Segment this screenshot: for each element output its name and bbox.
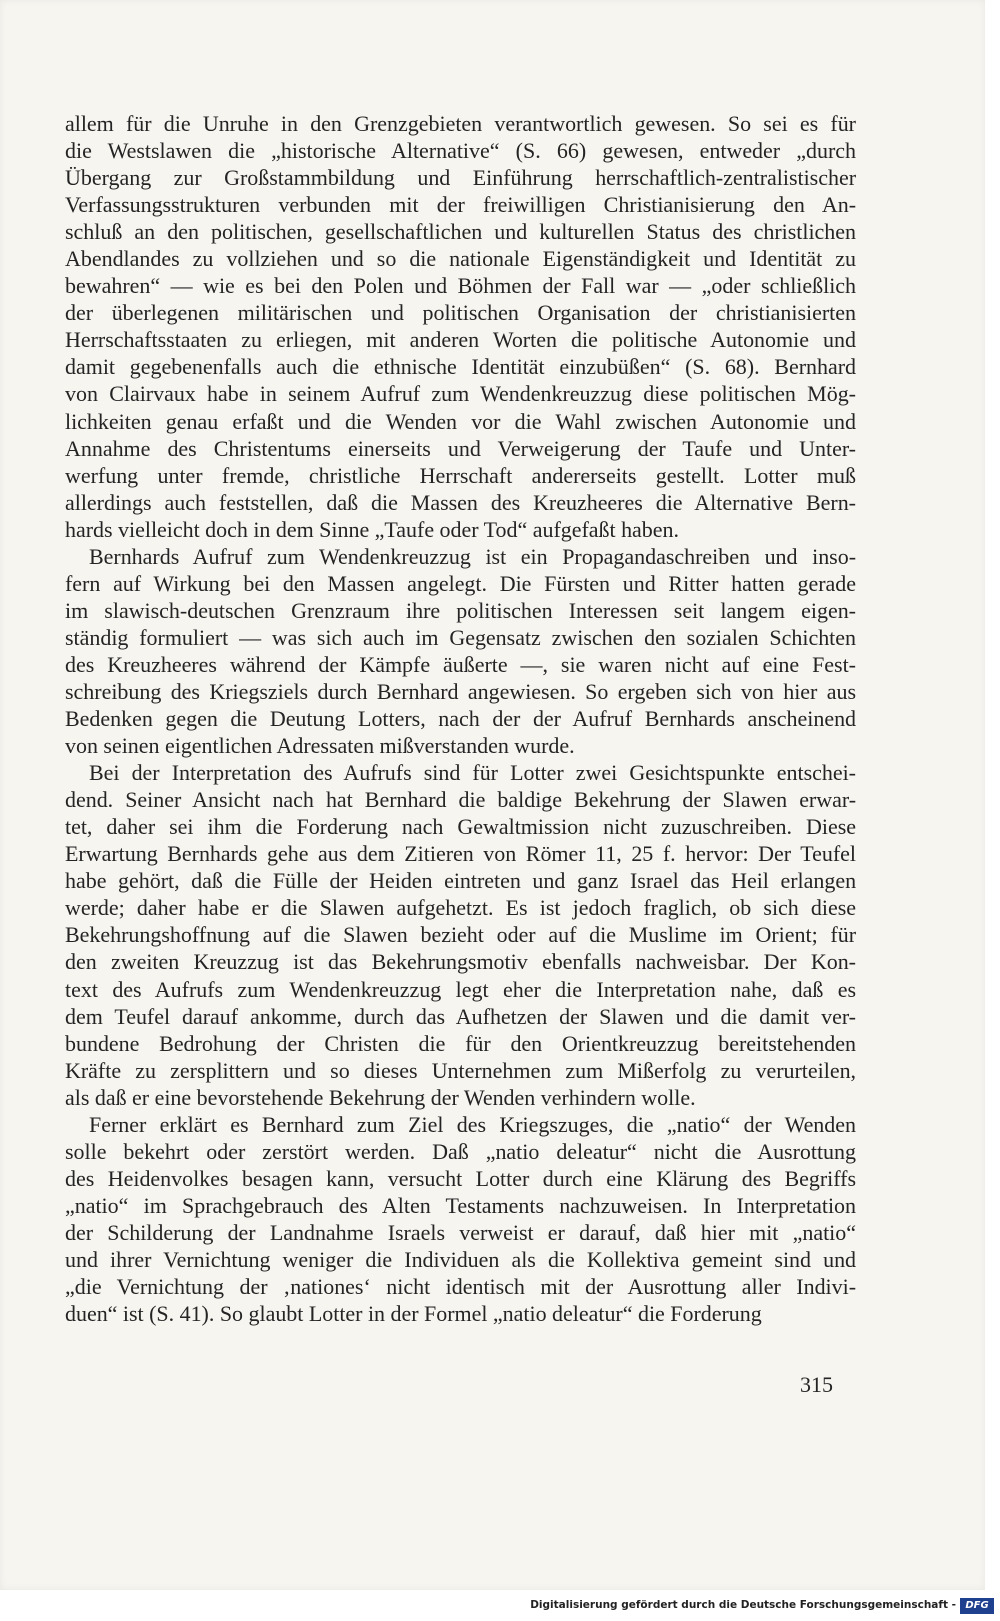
text-line: damit gegebenenfalls auch die ethnische Identität einzubüßen“ (S. 68). Bernhard bbox=[65, 354, 857, 380]
text-line: von Clairvaux habe in seinem Aufruf zum Wendenkreuzzug diese politischen Mög- bbox=[65, 381, 856, 407]
text-line: fern auf Wirkung bei den Massen angelegt. Die Fürsten und Ritter hatten gerade bbox=[65, 570, 856, 596]
body-text bbox=[65, 110, 856, 1327]
text-line: ständig formuliert — was sich auch im Gegensatz zwischen den sozialen Schichten bbox=[65, 624, 856, 650]
paragraph bbox=[65, 1111, 856, 1327]
text-line: der Schilderung der Landnahme Israels verweist er darauf, daß hier mit „natio“ bbox=[65, 1219, 856, 1245]
text-line: Verfassungsstrukturen verbunden mit der freiwilligen Christianisierung den An- bbox=[65, 192, 856, 218]
text-line: Erwartung Bernhards gehe aus dem Zitieren von Römer 11, 25 f. hervor: Der Teufel bbox=[65, 841, 856, 867]
text-line: allem für die Unruhe in den Grenzgebieten verantwortlich gewesen. So sei es für bbox=[65, 111, 856, 136]
text-line: bewahren“ — wie es bei den Polen und Böhmen der Fall war — „oder schließlich bbox=[65, 273, 857, 299]
text-line: Bernhards Aufruf zum Wendenkreuzzug ist ein Propagandaschreiben und inso- bbox=[89, 543, 857, 569]
text-line: text des Aufrufs zum Wendenkreuzzug legt eher die Interpretation nahe, daß es bbox=[65, 976, 857, 1002]
text-line: Abendlandes zu vollziehen und so die nationale Eigenständigkeit und Identität zu bbox=[65, 246, 856, 272]
text-line: werde; daher habe er die Slawen aufgehetzt. Es ist jedoch fraglich, ob sich diese bbox=[65, 895, 857, 921]
text-line: lichkeiten genau erfaßt und die Wenden vor die Wahl zwischen Autonomie und bbox=[65, 408, 856, 434]
text-line: die Westslawen die „historische Alternative“ (S. 66) gewesen, entweder „durch bbox=[65, 138, 857, 164]
text-line: bundene Bedrohung der Christen die für den Orientkreuzzug bereitstehenden bbox=[65, 1030, 856, 1056]
text-line: Kräfte zu zersplittern und so dieses Unternehmen zum Mißerfolg zu verurteilen, bbox=[65, 1057, 857, 1083]
page-number: 315 bbox=[800, 1372, 833, 1397]
text-line: schreibung des Kriegsziels durch Bernhard angewiesen. So ergeben sich von hier aus bbox=[65, 678, 856, 704]
text-line: hards vielleicht doch in dem Sinne „Taufe oder Tod“ aufgefaßt haben. bbox=[65, 516, 679, 542]
footer-credit-text: Digitalisierung gefördert durch die Deutsche Forschungsgemeinschaft - bbox=[530, 1599, 956, 1611]
paragraph bbox=[65, 759, 856, 1111]
text-line: der überlegenen militärischen und politischen Organisation der christianisierten bbox=[65, 300, 856, 326]
dfg-logo: DFG bbox=[960, 1598, 994, 1614]
text-line: Bekehrungshoffnung auf die Slawen bezieht oder auf die Muslime im Orient; für bbox=[65, 922, 857, 948]
text-line: „die Vernichtung der ‚nationes‘ nicht identisch mit der Ausrottung aller Indivi- bbox=[65, 1274, 857, 1300]
text-line: und ihrer Vernichtung weniger die Individuen als die Kollektiva gemeint sind und bbox=[65, 1246, 857, 1272]
text-line: dem Teufel darauf ankomme, durch das Aufhetzen der Slawen und die damit ver- bbox=[65, 1003, 856, 1029]
text-line: des Heidenvolkes besagen kann, versucht Lotter durch eine Klärung des Begriffs bbox=[65, 1165, 856, 1191]
text-line: dend. Seiner Ansicht nach hat Bernhard die baldige Bekehrung der Slawen erwar- bbox=[65, 787, 857, 813]
text-line: Bedenken gegen die Deutung Lotters, nach der der Aufruf Bernhards anscheinend bbox=[65, 706, 857, 732]
text-line: duen“ ist (S. 41). So glaubt Lotter in der Formel „natio deleatur“ die Forderung bbox=[65, 1301, 762, 1327]
text-line: Herrschaftsstaaten zu erliegen, mit anderen Worten die politische Autonomie und bbox=[65, 327, 856, 353]
text-line: Übergang zur Großstammbildung und Einführung herrschaftlich-zentralistischer bbox=[65, 165, 856, 191]
text-line: schluß an den politischen, gesellschaftlichen und kulturellen Status des christlichen bbox=[65, 219, 856, 245]
text-line: als daß er eine bevorstehende Bekehrung der Wenden verhindern wolle. bbox=[65, 1084, 696, 1110]
paragraph bbox=[65, 110, 856, 543]
text-line: habe gehört, daß die Fülle der Heiden eintreten und ganz Israel das Heil erlangen bbox=[65, 868, 857, 894]
text-line: „natio“ im Sprachgebrauch des Alten Testaments nachzuweisen. In Interpretation bbox=[65, 1192, 856, 1218]
paragraph bbox=[65, 543, 856, 759]
text-line: Ferner erklärt es Bernhard zum Ziel des Kriegszuges, die „natio“ der Wenden bbox=[89, 1111, 856, 1137]
text-line: des Kreuzheeres während der Kämpfe äußerte —, sie waren nicht auf eine Fest- bbox=[65, 651, 856, 677]
text-line: Annahme des Christentums einerseits und Verweigerung der Taufe und Unter- bbox=[65, 435, 856, 461]
text-line: von seinen eigentlichen Adressaten mißverstanden wurde. bbox=[65, 733, 575, 759]
text-line: werfung unter fremde, christliche Herrschaft andererseits gestellt. Lotter muß bbox=[65, 462, 856, 488]
text-line: den zweiten Kreuzzug ist das Bekehrungsmotiv ebenfalls nachweisbar. Der Kon- bbox=[65, 949, 856, 975]
text-line: im slawisch-deutschen Grenzraum ihre politischen Interessen seit langem eigen- bbox=[65, 597, 856, 623]
digitization-footer bbox=[0, 1596, 1000, 1621]
text-line: solle bekehrt oder zerstört werden. Daß „natio deleatur“ nicht die Ausrottung bbox=[65, 1138, 856, 1164]
text-line: tet, daher sei ihm die Forderung nach Gewaltmission nicht zuzuschreiben. Diese bbox=[65, 814, 856, 840]
text-line: Bei der Interpretation des Aufrufs sind für Lotter zwei Gesichtspunkte entschei- bbox=[89, 760, 856, 786]
text-line: allerdings auch feststellen, daß die Massen des Kreuzheeres die Alternative Bern- bbox=[65, 489, 856, 515]
